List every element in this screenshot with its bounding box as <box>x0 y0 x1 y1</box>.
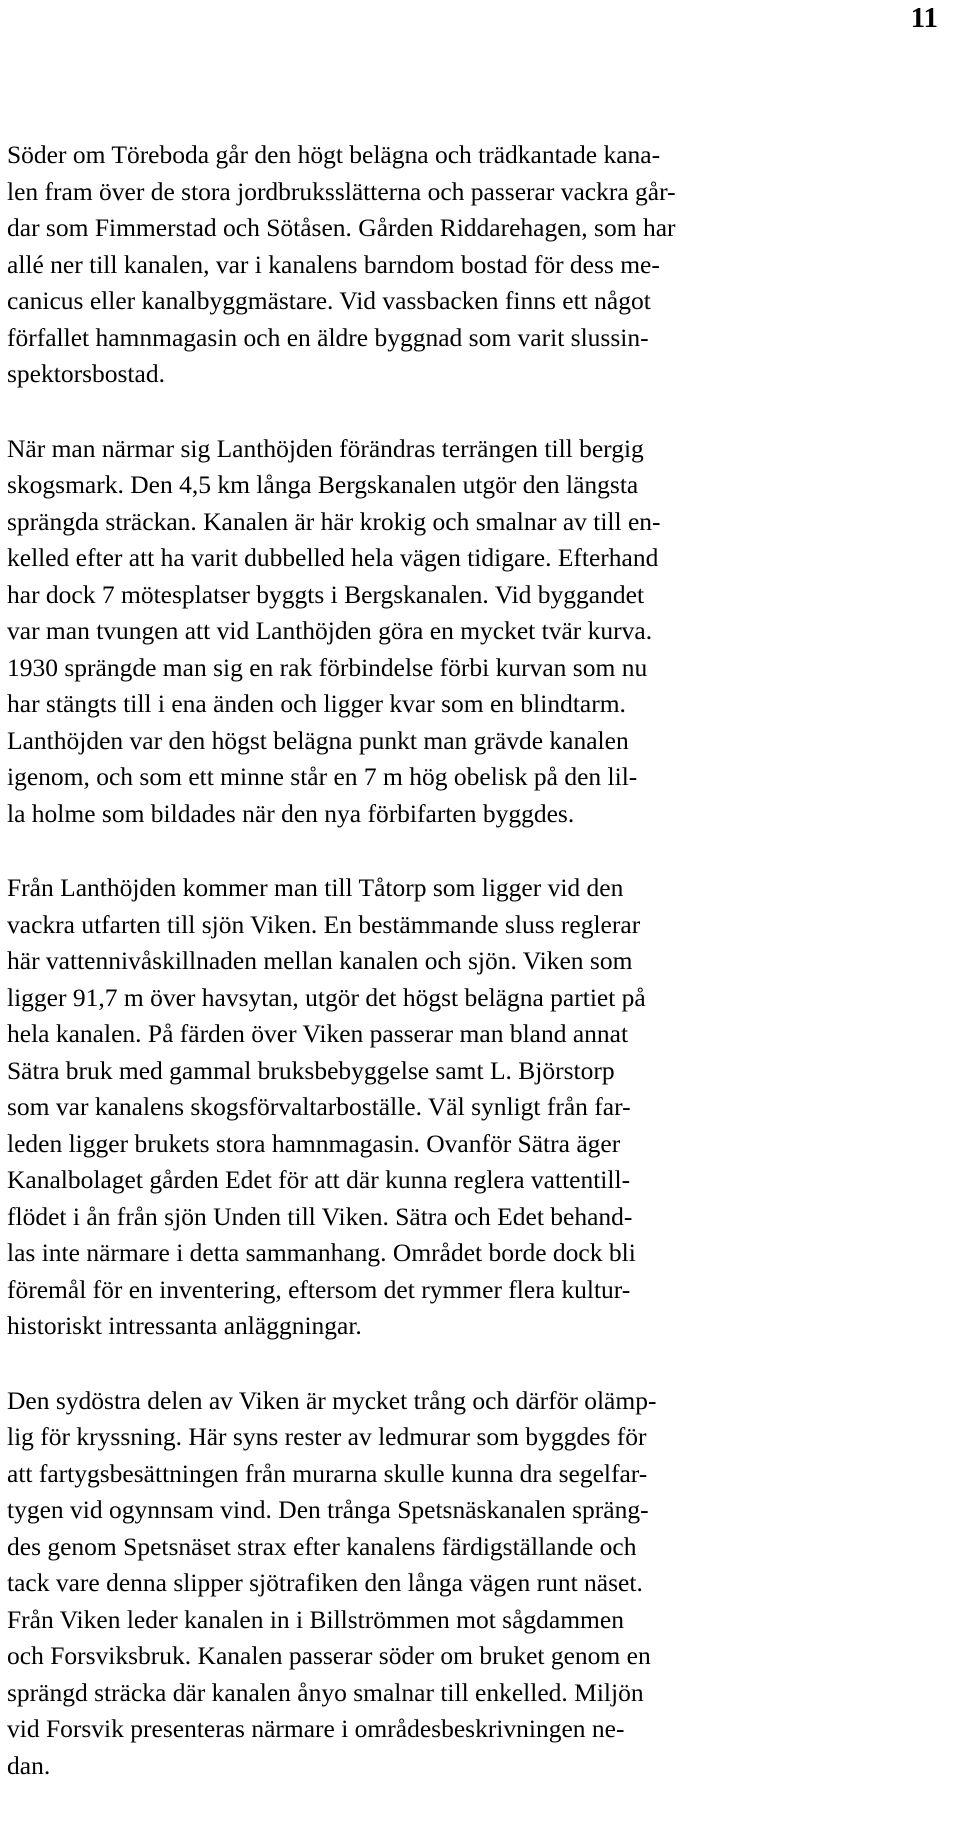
text-line: Söder om Töreboda går den högt belägna och trädkantade kana- <box>7 140 661 169</box>
text-line: sprängd sträcka där kanalen ånyo smalnar till enkelled. Miljön <box>7 1677 644 1707</box>
paragraph-2 <box>7 431 947 833</box>
paragraph-4 <box>7 1383 947 1785</box>
text-line: som var kanalens skogsförvaltarboställe. Väl synligt från far- <box>7 1092 631 1121</box>
text-line: historiskt intressanta anläggningar. <box>7 1311 362 1340</box>
text-line: canicus eller kanalbyggmästare. Vid vassbacken finns ett något <box>7 286 651 315</box>
text-line: len fram över de stora jordbruksslätterna och passerar vackra går- <box>7 176 676 206</box>
text-line: föremål för en inventering, eftersom det rymmer flera kultur- <box>7 1274 631 1304</box>
text-line: ligger 91,7 m över havsytan, utgör det högst belägna partiet på <box>7 982 646 1012</box>
text-line: och Forsviksbruk. Kanalen passerar söder om bruket genom en <box>7 1641 651 1670</box>
text-line: har dock 7 mötesplatser byggts i Bergskanalen. Vid byggandet <box>7 579 645 609</box>
text-line: spektorsbostad. <box>7 359 165 388</box>
text-line: Kanalbolaget gården Edet för att där kunna reglera vattentill- <box>7 1165 631 1194</box>
text-line: leden ligger brukets stora hamnmagasin. Ovanför Sätra äger <box>7 1128 621 1158</box>
text-line: sprängda sträckan. Kanalen är här krokig och smalnar av till en- <box>7 506 661 536</box>
paragraph-1 <box>7 137 947 393</box>
text-line: Den sydöstra delen av Viken är mycket trång och därför olämp- <box>7 1385 657 1415</box>
text-line: dar som Fimmerstad och Sötåsen. Gården Riddarehagen, som har <box>7 213 676 242</box>
text-line: 1930 sprängde man sig en rak förbindelse förbi kurvan som nu <box>7 652 648 682</box>
text-line: Från Viken leder kanalen in i Billströmmen mot sågdammen <box>7 1604 624 1634</box>
text-line: hela kanalen. På färden över Viken passerar man bland annat <box>7 1019 629 1048</box>
text-line: tygen vid ogynnsam vind. Den trånga Spetsnäskanalen spräng- <box>7 1495 649 1524</box>
text-line: förfallet hamnmagasin och en äldre byggnad som varit slussin- <box>7 322 649 352</box>
text-line: vackra utfarten till sjön Viken. En bestämmande sluss reglerar <box>7 909 641 939</box>
text-line: des genom Spetsnäset strax efter kanalens färdigställande och <box>7 1531 637 1561</box>
text-line: När man närmar sig Lanthöjden förändras terrängen till bergig <box>7 433 644 463</box>
text-line: här vattennivåskillnaden mellan kanalen och sjön. Viken som <box>7 946 633 975</box>
text-line: kelled efter att ha varit dubbelled hela vägen tidigare. Efterhand <box>7 543 659 572</box>
text-line: Lanthöjden var den högst belägna punkt man grävde kanalen <box>7 725 629 755</box>
text-line: har stängts till i ena änden och ligger kvar som en blindtarm. <box>7 689 626 718</box>
text-line: dan. <box>7 1750 51 1780</box>
text-line: var man tvungen att vid Lanthöjden göra en mycket tvär kurva. <box>7 616 653 645</box>
text-line: la holme som bildades när den nya förbifarten byggdes. <box>7 798 575 828</box>
text-line: allé ner till kanalen, var i kanalens barndom bostad för dess me- <box>7 249 660 279</box>
text-line: skogsmark. Den 4,5 km långa Bergskanalen utgör den längsta <box>7 470 639 499</box>
paragraph-3 <box>7 870 947 1345</box>
text-line: tack vare denna slipper sjötrafiken den långa vägen runt näset. <box>7 1568 643 1597</box>
text-line: att fartygsbesättningen från murarna skulle kunna dra segelfar- <box>7 1458 648 1488</box>
text-line: flödet i ån från sjön Unden till Viken. Sätra och Edet behand- <box>7 1201 633 1231</box>
body-text <box>7 137 947 1822</box>
page-number: 11 <box>910 2 938 34</box>
text-line: las inte närmare i detta sammanhang. Området borde dock bli <box>7 1238 636 1267</box>
text-line: Från Lanthöjden kommer man till Tåtorp som ligger vid den <box>7 873 624 902</box>
text-line: Sätra bruk med gammal bruksbebyggelse samt L. Björstorp <box>7 1055 615 1085</box>
text-line: lig för kryssning. Här syns rester av ledmurar som byggdes för <box>7 1422 647 1451</box>
text-line: vid Forsvik presenteras närmare i områdesbeskrivningen ne- <box>7 1714 625 1743</box>
text-line: igenom, och som ett minne står en 7 m hög obelisk på den lil- <box>7 762 638 791</box>
